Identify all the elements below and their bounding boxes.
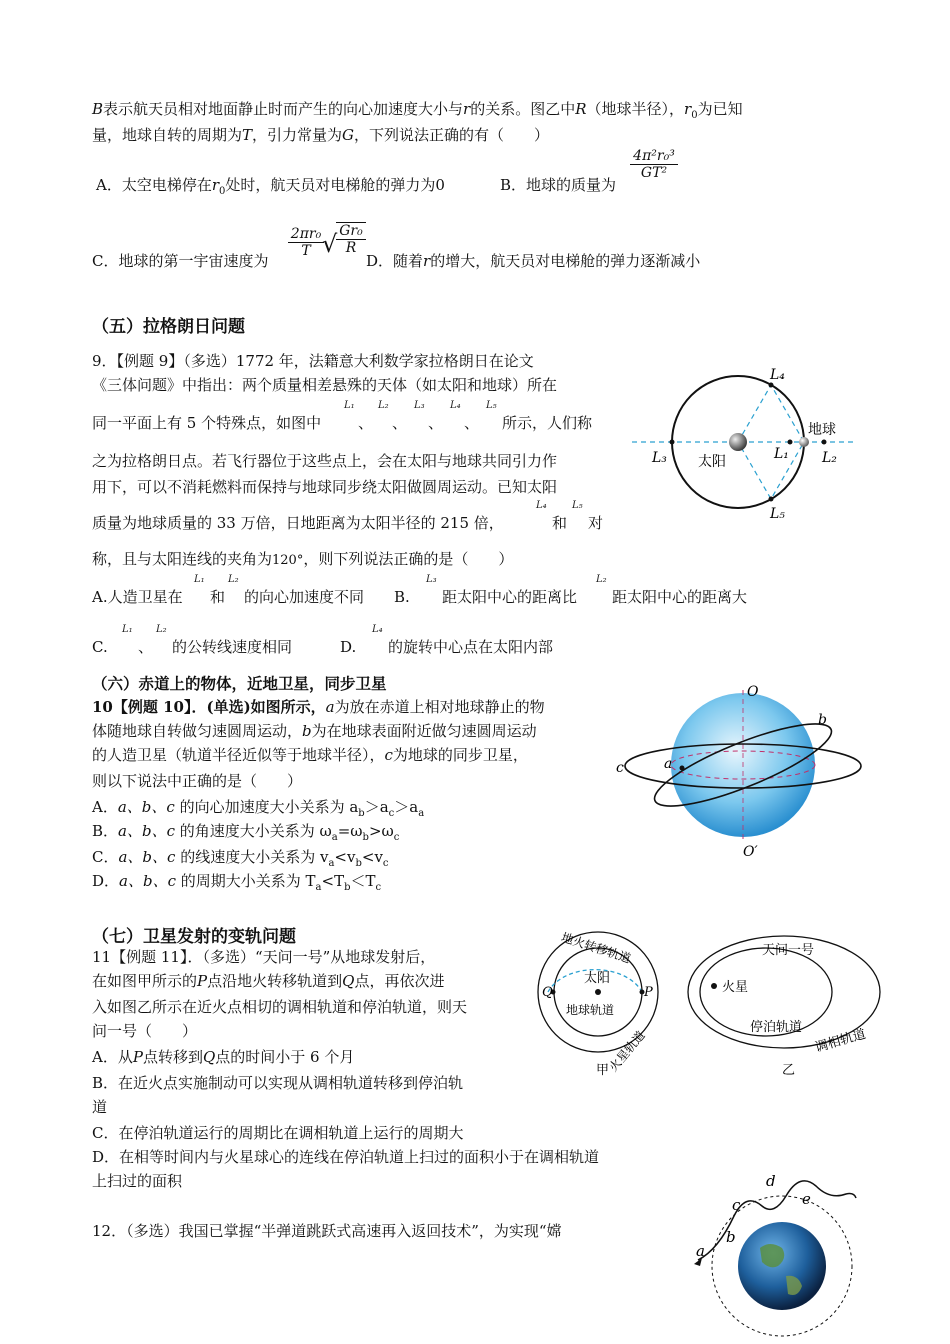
phasing-orbit-diagram-yi: [686, 934, 886, 1079]
section-7-title: （七）卫星发射的变轨问题: [92, 927, 296, 947]
parking-orbit-label: 停泊轨道: [750, 1020, 803, 1035]
q10-line2: 体随地球自转做匀速圆周运动，b为在地球表面附近做匀速圆周运动: [92, 722, 537, 740]
q12-line1: 12．（多选）我国已掌握“半弹道跳跃式高速再入返回技术”，为实现“嫦: [92, 1222, 562, 1240]
q9-a-and: 和: [210, 588, 226, 606]
point-e-label-q12: e: [802, 1190, 811, 1208]
q9-option-b: B.: [394, 588, 410, 606]
point-b-label-q12: b: [726, 1228, 736, 1246]
q11-line4: 问一号（ ）: [92, 1022, 198, 1040]
q9-l5-inline: L₅: [486, 400, 497, 411]
q8-option-a: A．太空电梯停在$r_0$处时，航天员对电梯舱的弹力为0: [96, 176, 445, 197]
q9-l3-inline: L₃: [414, 400, 425, 411]
q9-sep3: 、: [428, 414, 444, 432]
q11-option-a: A．从P点转移到Q点的时间小于 6 个月: [92, 1048, 355, 1066]
earth-satellites-diagram: [610, 680, 870, 865]
q9-option-a: A.人造卫星在: [92, 588, 183, 606]
reentry-trajectory-diagram: [690, 1168, 870, 1340]
sun-label-jia: 太阳: [584, 971, 611, 986]
figure-yi-caption: 乙: [782, 1063, 796, 1078]
q10-option-b: B．a、b、c 的角速度大小关系为 $\omega_a=\omega_b>\omega_c$: [92, 822, 400, 843]
earth-globe-icon: [738, 1222, 826, 1310]
earth-label: 地球: [808, 422, 836, 438]
q11-line3: 入如图乙所示在近火点相切的调相轨道和停泊轨道，则天: [92, 998, 468, 1016]
mars-label: 火星: [722, 980, 749, 995]
transfer-orbit-label: 地火转移轨道: [559, 930, 633, 966]
earth-orbit-label: 地球轨道: [566, 1003, 615, 1017]
q9-l1-inline: L₁: [344, 400, 355, 411]
q9-c-l2: L₂: [156, 624, 167, 635]
q9-line3-end: 所示，人们称: [502, 414, 593, 432]
q9-b-l2: L₂: [596, 574, 607, 585]
q9-sep2: 、: [392, 414, 408, 432]
sun-icon: [729, 433, 747, 451]
q9-option-c: C.: [92, 638, 108, 656]
satellite-c-label: c: [616, 760, 624, 776]
q10-option-c: C．a、b、c 的线速度大小关系为 $v_a<v_b<v_c$: [92, 848, 389, 869]
q11-line1: 11【例题 11】．（多选）“天问一号”从地球发射后，: [92, 948, 436, 966]
q9-a-l2: L₂: [228, 574, 239, 585]
q8-option-b-formula: $\frac{\text{4π²r₀³}}{\text{GT²}}$: [630, 148, 678, 181]
q10-line3: 的人造卫星（轨道半径近似等于地球半径），c为地球的同步卫星，: [92, 746, 528, 764]
mars-orbit-label: 火星轨道: [606, 1028, 648, 1075]
q10-line4: 则以下说法中正确的是（ ）: [92, 772, 303, 790]
point-q-label: Q: [542, 985, 553, 1000]
lagrange-points-diagram: [630, 360, 860, 525]
q10-line1: 10【例题 10】．(单选)如图所示，a为放在赤道上相对地球静止的物: [92, 698, 545, 716]
q9-line4: 之为拉格朗日点。若飞行器位于这些点上，会在太阳与地球共同引力作: [92, 452, 558, 470]
l4-label: L₄: [770, 367, 785, 383]
phasing-orbit-label: 调相轨道: [813, 1026, 868, 1056]
q8-option-c-sqrt: √ Gr₀ R: [326, 222, 366, 256]
q9-b-l3: L₃: [426, 574, 437, 585]
q11-option-d: D．在相等时间内与火星球心的连线在停泊轨道上扫过的面积小于在调相轨道: [92, 1148, 600, 1166]
q9-sep4: 、: [464, 414, 480, 432]
axis-top-label: O: [747, 684, 759, 700]
q9-a-end: 的向心加速度不同: [244, 588, 365, 606]
transfer-orbit-diagram-jia: [536, 930, 671, 1080]
q9-l4-inline-2: L₄: [536, 500, 547, 511]
q9-line5: 用下，可以不消耗燃料而保持与地球同步绕太阳做圆周运动。已知太阳: [92, 478, 558, 496]
q11-line2: 在如图甲所示的P点沿地火转移轨道到Q点，再依次进: [92, 972, 445, 990]
q9-line2: 《三体问题》中指出：两个质量相差悬殊的天体（如太阳和地球）所在: [92, 376, 558, 394]
q10-option-a: A．a、b、c 的向心加速度大小关系为 $a_b>a_c>a_a$: [92, 798, 425, 819]
q8-option-c-formula: $\frac{\text{2πr₀}}{T}$: [288, 226, 324, 259]
point-c-label-q12: c: [732, 1196, 741, 1214]
q8-line1: B表示航天员相对地面静止时而产生的向心加速度大小与r的关系。图乙中R（地球半径），$r_0$为已知: [92, 100, 743, 121]
q9-and: 和: [552, 514, 568, 532]
q9-b-end: 距太阳中心的距离大: [612, 588, 748, 606]
q9-l2-inline: L₂: [378, 400, 389, 411]
l3-label: L₃: [652, 450, 667, 466]
q9-option-d: D.: [340, 638, 357, 656]
q9-l4-inline: L₄: [450, 400, 461, 411]
q11-option-b-cont: 道: [92, 1098, 108, 1116]
figure-jia-caption: 甲: [596, 1063, 610, 1078]
q9-l5-inline-2: L₅: [572, 500, 583, 511]
q8-line2: 量，地球自转的周期为T，引力常量为G，下列说法正确的有（ ）: [92, 126, 550, 144]
axis-bottom-label: O′: [743, 844, 758, 860]
l5-label: L₅: [770, 506, 785, 522]
q9-a-l1: L₁: [194, 574, 205, 585]
q9-d-l4: L₄: [372, 624, 383, 635]
sun-label: 太阳: [698, 454, 726, 470]
point-a-label: a: [664, 756, 673, 772]
q9-line6: 质量为地球质量的 33 万倍，日地距离为太阳半径的 215 倍，: [92, 514, 504, 532]
q8-option-c: C．地球的第一宇宙速度为: [92, 252, 269, 270]
q9-line3: 同一平面上有 5 个特殊点，如图中: [92, 414, 322, 432]
q11-option-c: C．在停泊轨道运行的周期比在调相轨道上运行的周期大: [92, 1124, 464, 1142]
q9-d-end: 的旋转中心点在太阳内部: [388, 638, 554, 656]
q9-line1: 9．【例题 9】（多选）1772 年，法籍意大利数学家拉格朗日在论文: [92, 352, 534, 370]
section-6-title: （六）赤道上的物体，近地卫星，同步卫星: [92, 675, 387, 693]
q9-c-sep: 、: [138, 638, 154, 656]
q8-option-d: D．随着r的增大，航天员对电梯舱的弹力逐渐减小: [366, 252, 701, 270]
q9-line6-end: 对: [588, 514, 604, 532]
q11-option-d-cont: 上扫过的面积: [92, 1172, 183, 1190]
point-a-label-q12: a: [696, 1242, 705, 1260]
tianwen-label: 天问一号: [762, 943, 815, 958]
q9-b-mid: 距太阳中心的距离比: [442, 588, 578, 606]
earth-icon: [799, 437, 809, 447]
q9-sep1: 、: [358, 414, 374, 432]
l1-label: L₁: [774, 446, 789, 462]
satellite-b-label: b: [818, 712, 827, 728]
q8-option-b: B．地球的质量为: [500, 176, 617, 194]
l2-label: L₂: [822, 450, 837, 466]
q11-option-b: B．在近火点实施制动可以实现从调相轨道转移到停泊轨: [92, 1074, 464, 1092]
point-d-label-q12: d: [766, 1172, 776, 1190]
q9-c-l1: L₁: [122, 624, 133, 635]
point-p-label: P: [644, 985, 653, 1000]
q10-option-d: D．a、b、c 的周期大小关系为 $T_a<T_b<T_c$: [92, 872, 382, 893]
q9-line7: 称，且与太阳连线的夹角为120°，则下列说法正确的是（ ）: [92, 550, 514, 568]
section-5-title: （五）拉格朗日问题: [92, 317, 245, 337]
q9-c-end: 的公转线速度相同: [172, 638, 293, 656]
